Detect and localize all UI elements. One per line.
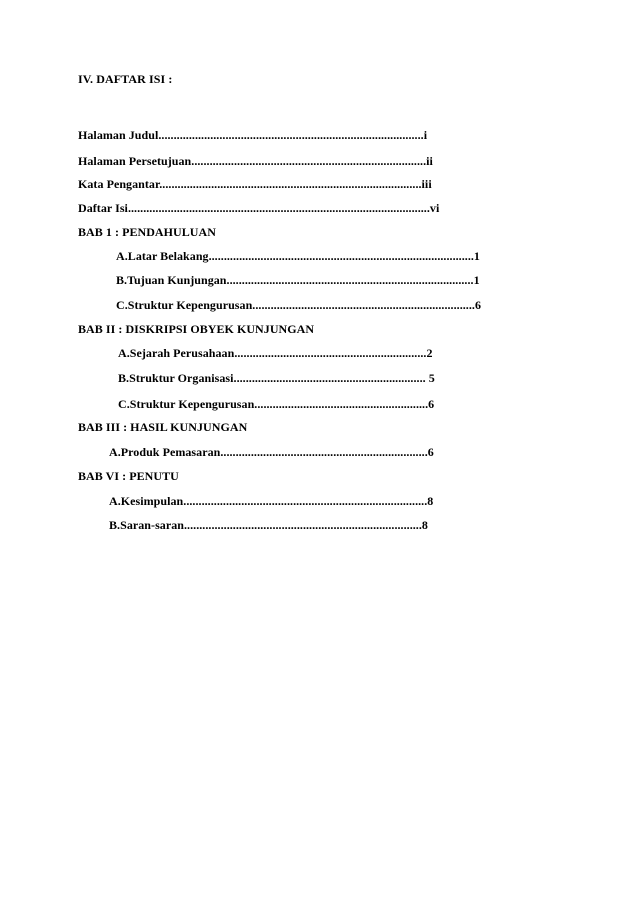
toc-chapter-bab-6: BAB VI : PENUTU (78, 469, 179, 483)
toc-chapter-bab-3: BAB III : HASIL KUNJUNGAN (78, 420, 248, 434)
toc-entry-halaman-persetujuan: Halaman Persetujuan.............................................................................ii (78, 154, 433, 168)
toc-entry-daftar-isi: Daftar Isi...................................................................................................vi (78, 201, 440, 215)
toc-entry-kesimpulan: A.Kesimpulan................................................................................8 (109, 494, 434, 508)
toc-entry-sejarah-perusahaan: A.Sejarah Perusahaan...............................................................2 (118, 346, 433, 360)
toc-entry-latar-belakang: A.Latar Belakang.......................................................................................1 (116, 249, 480, 263)
toc-chapter-bab-2: BAB II : DISKRIPSI OBYEK KUNJUNGAN (78, 322, 315, 336)
toc-entry-tujuan-kunjungan: B.Tujuan Kunjungan.................................................................................1 (116, 273, 480, 287)
toc-entry-kata-pengantar: Kata Pengantar......................................................................................iii (78, 177, 432, 191)
toc-entry-halaman-judul: Halaman Judul.......................................................................................i (78, 128, 428, 142)
toc-heading: IV. DAFTAR ISI : (78, 72, 173, 86)
toc-entry-struktur-kepengurusan-1: C.Struktur Kepengurusan.........................................................................6 (116, 298, 481, 312)
toc-entry-struktur-organisasi: B.Struktur Organisasi............................................................... 5 (118, 371, 435, 385)
toc-entry-saran-saran: B.Saran-saran..............................................................................8 (109, 518, 428, 532)
toc-entry-produk-pemasaran: A.Produk Pemasaran....................................................................6 (109, 445, 434, 459)
toc-entry-struktur-kepengurusan-2: C.Struktur Kepengurusan.........................................................6 (118, 397, 435, 411)
toc-chapter-bab-1: BAB 1 : PENDAHULUAN (78, 225, 216, 239)
